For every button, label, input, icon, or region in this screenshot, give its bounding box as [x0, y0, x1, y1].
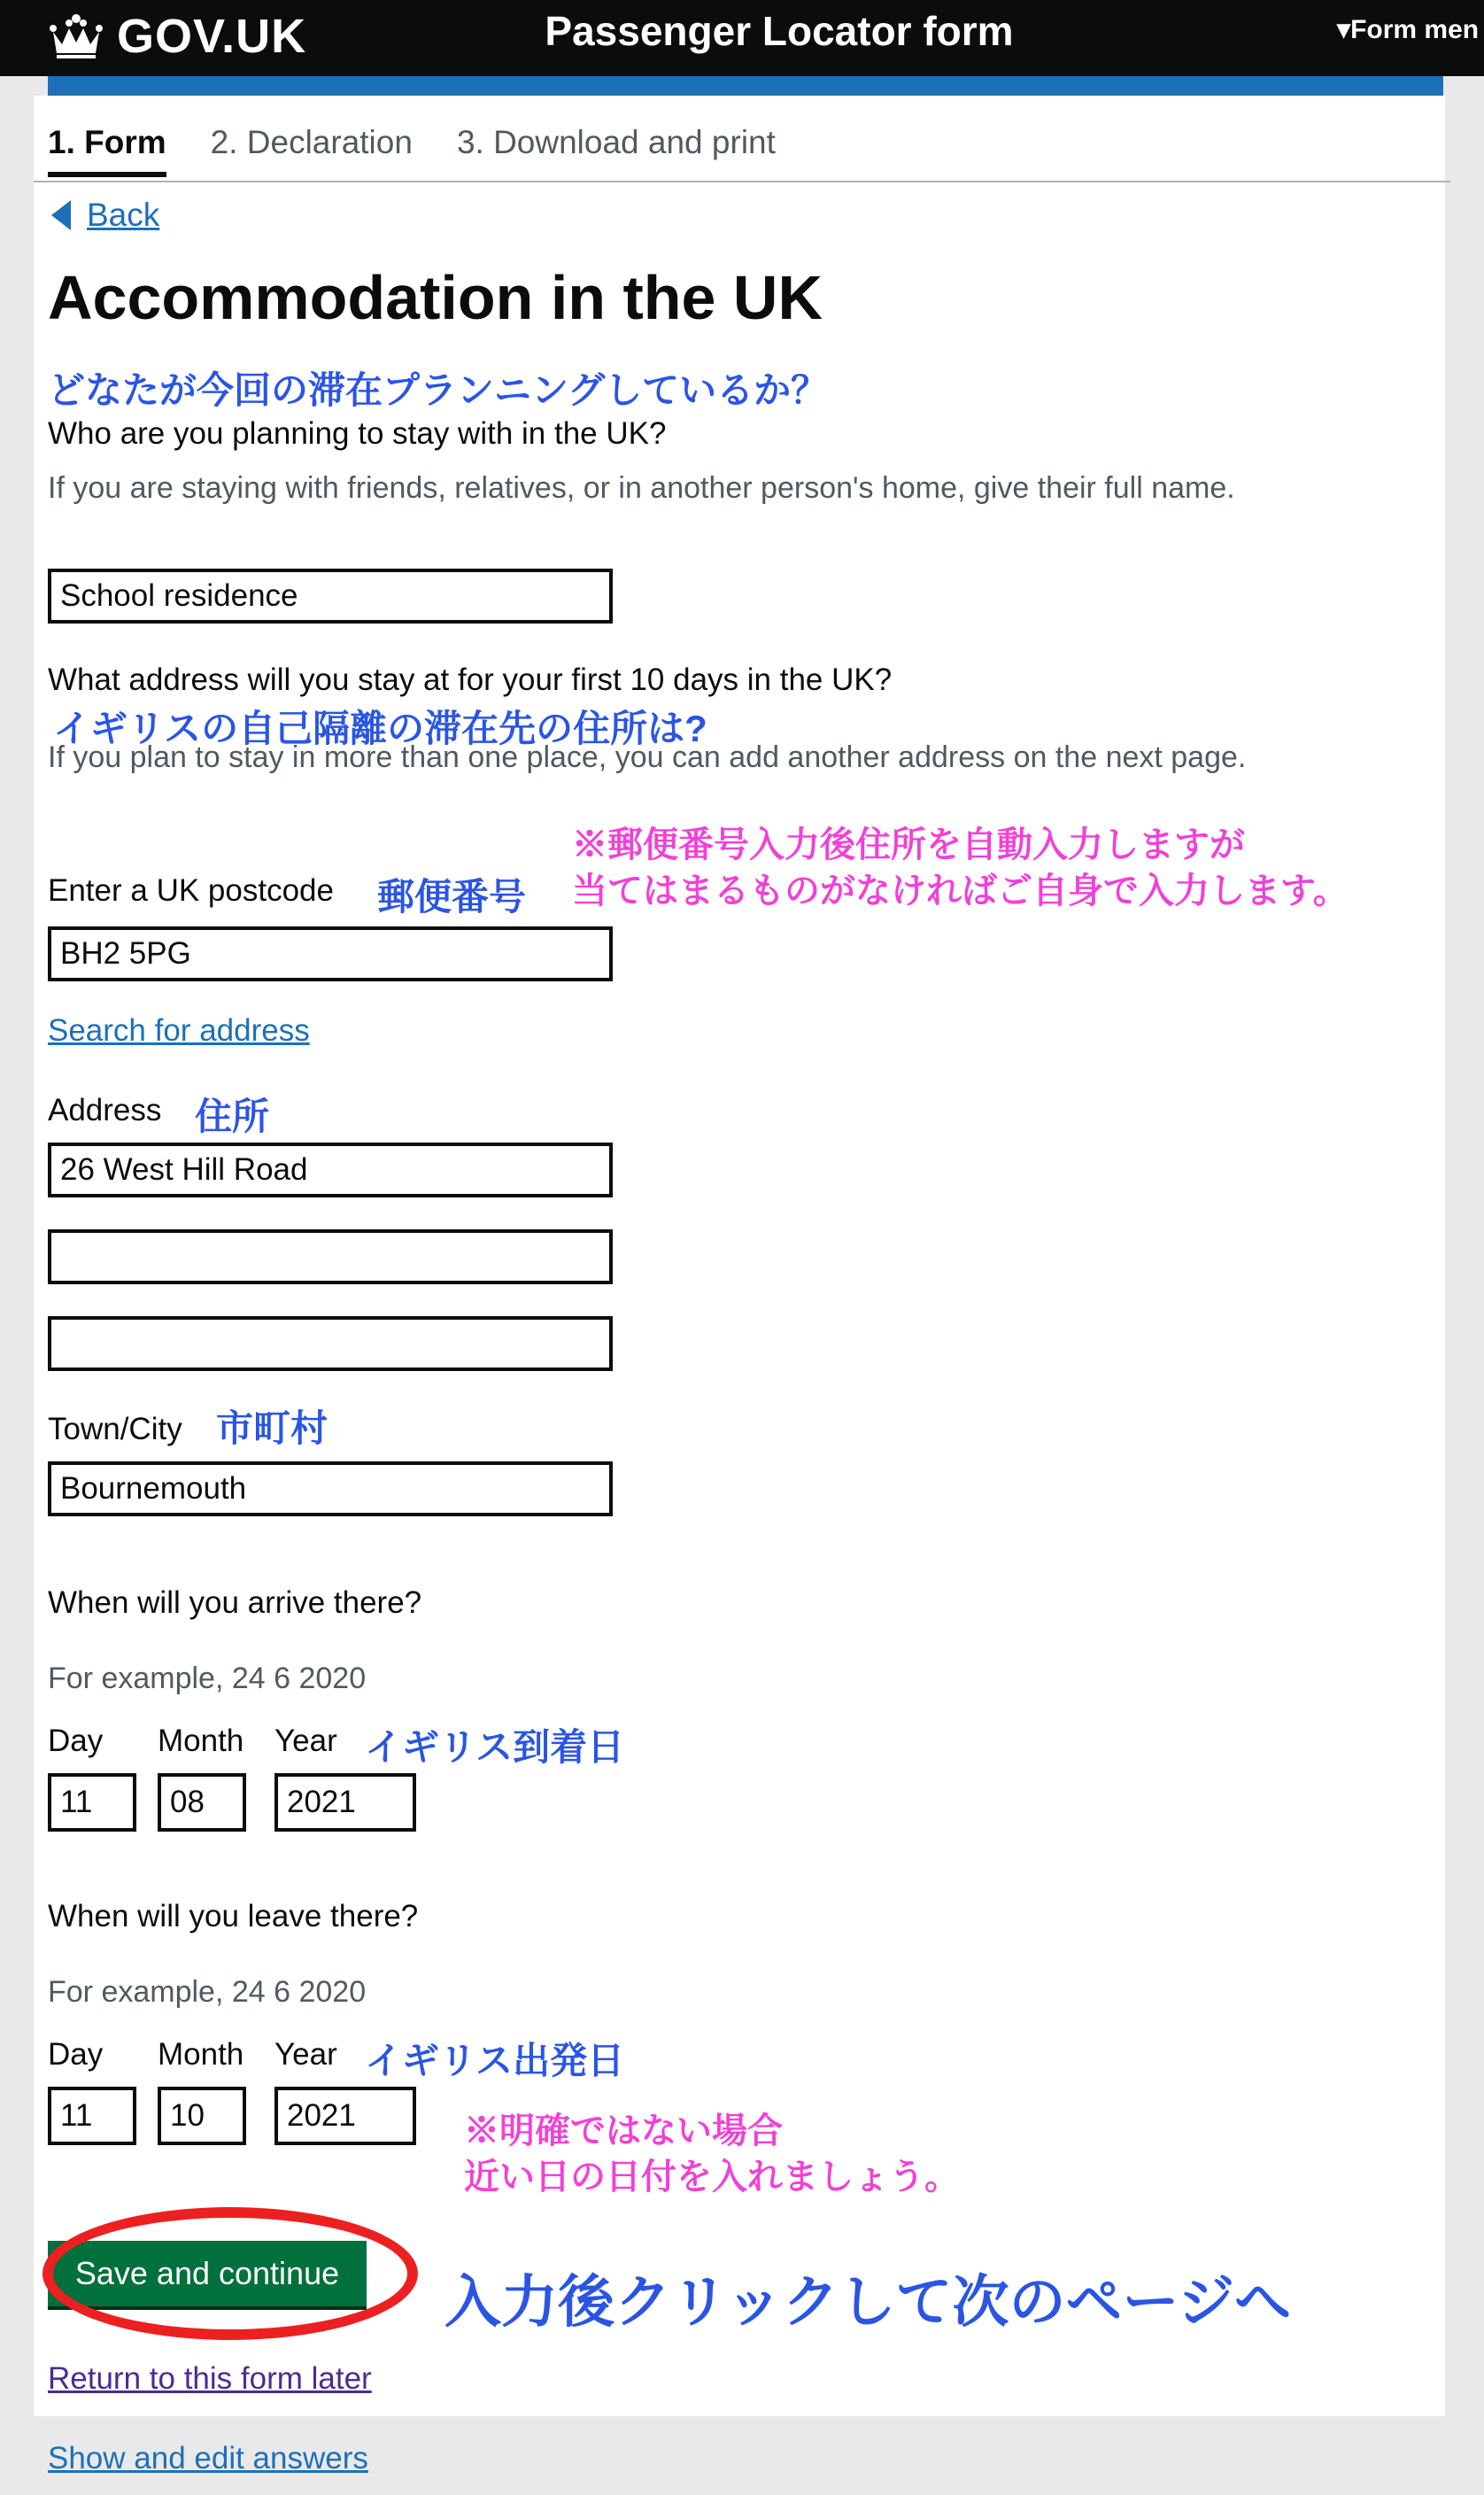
highlight-oval	[43, 2207, 418, 2340]
caret-down-icon: ▾	[1337, 15, 1351, 44]
save-continue-button[interactable]: Save and continue	[48, 2241, 367, 2306]
show-edit-answers-link[interactable]: Show and edit answers	[48, 2441, 368, 2476]
postcode-annotation: 郵便番号	[377, 876, 527, 918]
arrival-question: When will you arrive there?	[48, 1585, 422, 1620]
return-later-link[interactable]: Return to this form later	[48, 2361, 372, 2396]
click-annotation: 入力後クリックして次のページへ	[444, 2270, 1292, 2334]
back-label: Back	[87, 197, 160, 233]
address-line2-input[interactable]	[48, 1229, 613, 1284]
postcode-label: Enter a UK postcode	[48, 873, 334, 908]
address-line-annotation: 住所	[195, 1096, 270, 1137]
form-menu-toggle[interactable]	[1337, 14, 1479, 45]
search-address-link[interactable]: Search for address	[48, 1013, 310, 1048]
town-input[interactable]: Bournemouth	[48, 1461, 613, 1516]
departure-month-label: Month	[158, 2037, 244, 2072]
arrival-hint: For example, 24 6 2020	[48, 1662, 367, 1695]
arrival-month-input[interactable]: 08	[158, 1773, 246, 1832]
departure-annotation: イギリス出発日	[365, 2040, 625, 2081]
departure-year-input[interactable]: 2021	[274, 2087, 416, 2145]
autofill-note-line1: ※郵便番号入力後住所を自動入力しますが	[572, 825, 1245, 864]
tab-download-print[interactable]: 3. Download and print	[456, 124, 776, 160]
departure-hint: For example, 24 6 2020	[48, 1975, 367, 2009]
tab-declaration[interactable]: 2. Declaration	[210, 124, 413, 160]
arrival-month-label: Month	[158, 1724, 244, 1758]
arrival-annotation: イギリス到着日	[365, 1726, 625, 1768]
address-annotation: イギリスの自己隔離の滞在先の住所は?	[53, 708, 707, 749]
stay-with-annotation: どなたが今回の滞在プランニングしているか？	[48, 369, 829, 411]
arrival-day-label: Day	[48, 1724, 104, 1758]
header-accent-bar	[48, 76, 1443, 96]
departure-note-line2: 近い日の日付を入れましょう。	[464, 2158, 960, 2197]
step-tabs	[48, 124, 776, 177]
back-link[interactable]	[51, 197, 159, 234]
form-menu-label: Form men	[1350, 15, 1480, 44]
arrival-year-input[interactable]: 2021	[274, 1773, 416, 1832]
stay-with-hint: If you are staying with friends, relatives, or in another person's home, give their full name.	[48, 471, 1235, 505]
departure-note-line1: ※明確ではない場合	[464, 2111, 783, 2150]
back-arrow-icon	[51, 200, 71, 230]
address-hint: If you plan to stay in more than one place, you can add another address on the next page.	[48, 740, 1247, 774]
address-question: What address will you stay at for your first 10 days in the UK?	[48, 662, 893, 697]
stay-with-label: Who are you planning to stay with in the UK?	[48, 416, 667, 451]
address-label: Address	[48, 1093, 162, 1127]
page-title: Accommodation in the UK	[48, 263, 823, 332]
arrival-day-input[interactable]: 11	[48, 1773, 136, 1832]
autofill-note-line2: 当てはまるものがなければご自身で入力します。	[572, 872, 1349, 910]
departure-day-label: Day	[48, 2037, 104, 2072]
postcode-input[interactable]: BH2 5PG	[48, 926, 613, 981]
arrival-year-label: Year	[274, 1724, 337, 1758]
address-line3-input[interactable]	[48, 1316, 613, 1371]
departure-month-input[interactable]: 10	[158, 2087, 246, 2145]
logo-text: GOV.UK	[117, 10, 307, 63]
tab-form[interactable]: 1. Form	[48, 124, 166, 177]
town-annotation: 市町村	[216, 1407, 328, 1449]
departure-year-label: Year	[274, 2037, 337, 2072]
departure-question: When will you leave there?	[48, 1899, 419, 1933]
departure-day-input[interactable]: 11	[48, 2087, 136, 2145]
stay-with-input[interactable]: School residence	[48, 569, 613, 624]
service-name: Passenger Locator form	[545, 8, 1014, 54]
header-bar	[0, 0, 1484, 76]
town-label: Town/City	[48, 1412, 182, 1446]
address-line1-input[interactable]: 26 West Hill Road	[48, 1143, 613, 1197]
tabs-divider	[34, 181, 1450, 182]
